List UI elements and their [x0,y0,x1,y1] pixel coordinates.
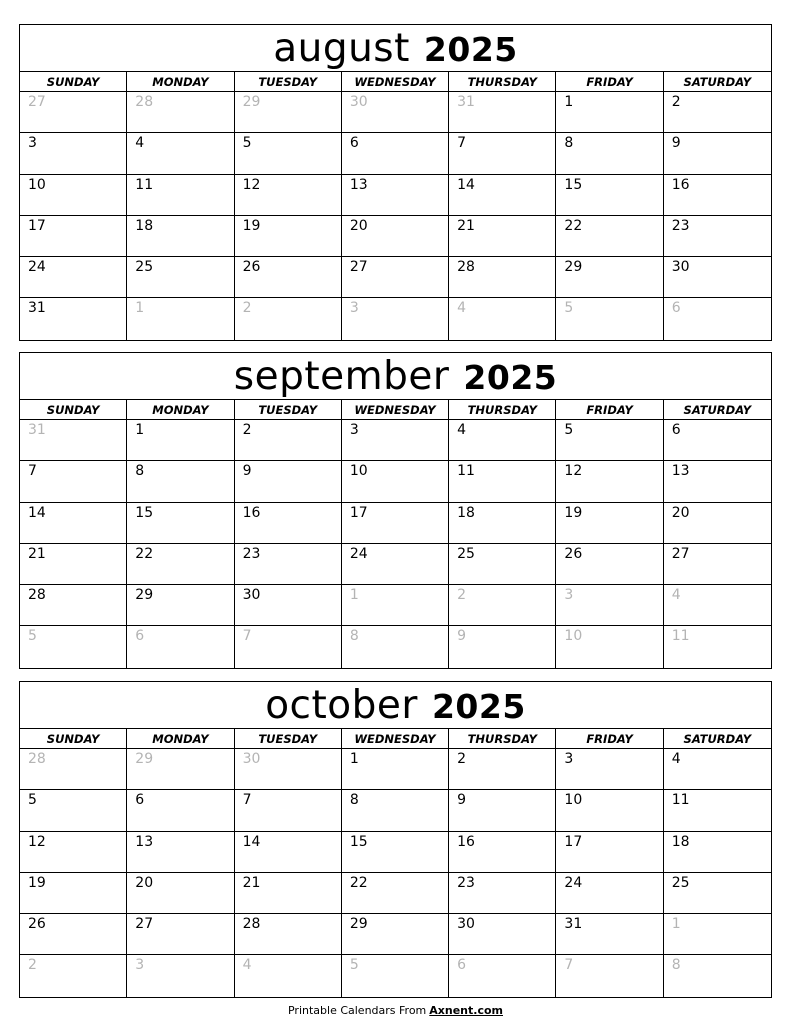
day-number: 30 [457,916,475,933]
day-cell [664,832,771,873]
day-cell [20,832,127,873]
day-number: 3 [135,957,145,974]
calendar-august [19,24,772,341]
day-number: 23 [242,545,261,562]
day-cell [664,133,771,174]
day-number: 29 [135,587,154,604]
day-number: 29 [242,94,261,110]
calendar-september [19,352,772,669]
weekday-wednesday: WEDNESDAY [342,400,449,419]
weekday-friday: FRIDAY [556,729,663,748]
day-cell [127,420,234,461]
day-number: 24 [349,545,368,562]
day-cell [664,790,771,831]
month-title [265,682,526,728]
weekday-thursday: THURSDAY [449,729,556,748]
day-cell [20,544,127,585]
day-cell [127,216,234,257]
weekday-monday: MONDAY [127,729,234,748]
day-number: 11 [671,792,690,809]
day-cell [449,257,556,298]
day-number: 16 [457,833,475,850]
day-cell [664,503,771,544]
day-number: 10 [28,176,46,193]
day-number: 11 [135,176,154,193]
weekday-tuesday: TUESDAY [235,72,342,91]
day-cell [20,257,127,298]
day-cell [664,873,771,914]
day-number: 3 [564,587,574,604]
day-number: 24 [28,259,46,276]
weekday-tuesday: TUESDAY [235,729,342,748]
day-number: 7 [457,135,467,152]
day-number: 22 [135,545,154,562]
day-cell [449,749,556,790]
day-cell [20,461,127,502]
day-cell [127,790,234,831]
day-number: 31 [28,422,46,438]
month-year: 2025 [431,686,526,726]
day-cell [342,749,449,790]
day-number: 9 [457,792,467,809]
day-cell [342,257,449,298]
weekday-sunday: SUNDAY [20,72,127,91]
day-number: 13 [135,833,154,850]
weekday-monday: MONDAY [127,72,234,91]
weekday-wednesday: WEDNESDAY [342,729,449,748]
day-cell-adjacent-month [235,92,342,133]
day-cell-adjacent-month [127,626,234,667]
day-cell [664,216,771,257]
day-number: 17 [564,833,583,850]
day-number: 2 [28,957,37,974]
day-number: 3 [349,422,359,438]
day-number: 23 [457,874,475,891]
day-number: 6 [349,135,359,152]
day-cell [449,544,556,585]
day-number: 1 [135,422,145,438]
day-cell [664,420,771,461]
day-number: 14 [457,176,475,193]
day-cell [127,503,234,544]
day-cell [342,790,449,831]
weekday-header-row [20,729,771,749]
day-cell-adjacent-month [664,955,771,996]
day-number: 21 [28,545,46,562]
day-number: 4 [242,957,252,974]
day-number: 9 [242,463,252,480]
day-cell [235,461,342,502]
day-number: 20 [349,217,368,234]
day-cell-adjacent-month [235,298,342,339]
day-number: 26 [564,545,583,562]
day-number: 4 [457,422,467,438]
day-cell [449,790,556,831]
day-cell-adjacent-month [664,298,771,339]
day-number: 30 [671,259,690,276]
day-cell [127,832,234,873]
month-name: september [233,353,450,399]
month-name: october [265,682,418,728]
month-year: 2025 [463,357,558,397]
day-cell [556,133,663,174]
day-cell [20,585,127,626]
day-cell [449,461,556,502]
day-number: 15 [349,833,368,850]
day-number: 9 [457,628,467,645]
day-number: 13 [671,463,690,480]
weekday-saturday: SATURDAY [683,402,752,417]
day-cell-adjacent-month [127,298,234,339]
day-number: 13 [349,176,368,193]
day-cell-adjacent-month [235,955,342,996]
day-cell [342,133,449,174]
day-number: 3 [349,300,359,317]
day-number: 20 [671,504,690,521]
day-cell [342,873,449,914]
day-number: 22 [349,874,368,891]
day-cell-adjacent-month [342,955,449,996]
day-number: 1 [349,587,359,604]
day-number: 8 [135,463,145,480]
day-number: 2 [242,422,252,438]
day-cell [20,175,127,216]
day-number: 27 [28,94,46,110]
day-cell [342,175,449,216]
day-cell [556,832,663,873]
weekday-monday: MONDAY [127,400,234,419]
day-cell [235,257,342,298]
weekday-saturday: SATURDAY [683,74,752,89]
day-cell [235,175,342,216]
day-number: 10 [349,463,368,480]
day-cell [20,503,127,544]
day-number: 31 [564,916,583,933]
day-number: 4 [135,135,145,152]
day-cell [127,544,234,585]
day-cell-adjacent-month [556,626,663,667]
day-number: 5 [28,628,37,645]
month-name: august [273,25,410,71]
day-cell-adjacent-month [449,92,556,133]
day-cell [664,461,771,502]
day-cell [449,503,556,544]
day-number: 23 [671,217,690,234]
day-cell [235,420,342,461]
day-number: 27 [349,259,368,276]
day-number: 16 [671,176,690,193]
day-cell [127,461,234,502]
day-number: 25 [671,874,690,891]
day-cell-adjacent-month [342,92,449,133]
day-cell-adjacent-month [20,92,127,133]
day-cell [20,790,127,831]
day-number: 29 [135,751,154,767]
day-number: 18 [671,833,690,850]
day-number: 5 [28,792,37,809]
day-cell [556,503,663,544]
day-cell [449,832,556,873]
day-cell [556,914,663,955]
day-cell [664,257,771,298]
day-cell [342,461,449,502]
day-number: 2 [671,94,681,110]
day-number: 2 [242,300,252,317]
day-number: 17 [28,217,46,234]
day-cell [449,175,556,216]
day-cell-adjacent-month [235,626,342,667]
day-number: 2 [457,587,467,604]
day-cell [235,832,342,873]
day-cell-adjacent-month [449,626,556,667]
day-number: 11 [671,628,690,645]
day-cell [127,914,234,955]
day-cell-adjacent-month [20,955,127,996]
day-number: 6 [135,628,145,645]
day-number: 19 [242,217,261,234]
day-number: 1 [564,94,574,110]
day-number: 17 [349,504,368,521]
day-number: 7 [242,792,252,809]
day-cell [235,790,342,831]
weekday-saturday: SATURDAY [683,731,752,746]
day-cell [556,790,663,831]
day-number: 2 [457,751,467,767]
day-number: 7 [564,957,574,974]
day-cell-adjacent-month [127,749,234,790]
day-cell [20,133,127,174]
day-cell [664,92,771,133]
day-cell [20,298,127,339]
day-number: 22 [564,217,583,234]
day-cell [127,585,234,626]
day-cell [664,175,771,216]
day-number: 4 [457,300,467,317]
day-cell [449,420,556,461]
weekday-tuesday: TUESDAY [235,400,342,419]
day-number: 8 [349,628,359,645]
weekday-wednesday: WEDNESDAY [342,72,449,91]
day-number: 21 [457,217,475,234]
weekday-friday: FRIDAY [556,72,663,91]
day-cell [449,133,556,174]
month-title [233,353,558,399]
day-cell [20,873,127,914]
day-cell-adjacent-month [449,298,556,339]
day-number: 29 [349,916,368,933]
day-cell-adjacent-month [449,955,556,996]
day-cell [556,216,663,257]
day-number: 30 [242,751,261,767]
day-cell [556,544,663,585]
day-number: 16 [242,504,261,521]
day-number: 31 [28,300,46,317]
day-cell-adjacent-month [127,955,234,996]
day-cell-adjacent-month [20,626,127,667]
footer-text: Printable Calendars From [287,1004,427,1017]
day-number: 6 [457,957,467,974]
footer [0,1004,791,1017]
day-cell [235,914,342,955]
day-number: 6 [671,300,681,317]
day-cell-adjacent-month [664,585,771,626]
day-number: 9 [671,135,681,152]
day-cell [127,873,234,914]
month-year: 2025 [423,29,518,69]
day-number: 1 [349,751,359,767]
weekday-friday: FRIDAY [556,400,663,419]
day-number: 12 [242,176,261,193]
day-number: 28 [457,259,475,276]
day-cell [127,133,234,174]
day-number: 5 [242,135,252,152]
day-number: 27 [135,916,154,933]
day-number: 10 [564,628,583,645]
day-number: 18 [135,217,154,234]
day-cell [235,503,342,544]
day-number: 1 [135,300,145,317]
day-number: 11 [457,463,475,480]
day-cell [449,914,556,955]
day-cell [235,216,342,257]
day-cell [127,257,234,298]
day-number: 10 [564,792,583,809]
day-cell-adjacent-month [556,585,663,626]
day-number: 3 [564,751,574,767]
day-cell [235,873,342,914]
day-number: 28 [28,587,46,604]
day-cell [556,420,663,461]
day-cell-adjacent-month [556,955,663,996]
day-cell-adjacent-month [556,298,663,339]
day-cell [556,461,663,502]
day-cell-adjacent-month [342,298,449,339]
day-cell [556,873,663,914]
month-title [273,25,518,71]
day-cell [20,914,127,955]
day-cell [342,420,449,461]
day-number: 6 [135,792,145,809]
day-number: 4 [671,587,681,604]
day-number: 30 [349,94,368,110]
day-number: 18 [457,504,475,521]
day-number: 5 [349,957,359,974]
month-header [20,682,771,729]
day-number: 21 [242,874,261,891]
weekday-header-row [20,400,771,420]
day-cell [342,503,449,544]
day-grid [20,92,771,340]
day-grid [20,749,771,997]
day-cell-adjacent-month [235,749,342,790]
day-number: 19 [564,504,583,521]
weekday-header-row [20,72,771,92]
weekday-thursday: THURSDAY [449,400,556,419]
day-number: 5 [564,300,574,317]
day-number: 8 [349,792,359,809]
day-number: 6 [671,422,681,438]
day-cell [556,749,663,790]
day-cell [556,175,663,216]
month-header [20,25,771,72]
day-number: 7 [242,628,252,645]
day-cell-adjacent-month [664,914,771,955]
weekday-sunday: SUNDAY [20,400,127,419]
day-cell [664,749,771,790]
day-number: 28 [135,94,154,110]
day-number: 12 [564,463,583,480]
day-number: 14 [242,833,261,850]
day-cell [556,257,663,298]
day-cell-adjacent-month [20,420,127,461]
day-number: 31 [457,94,475,110]
day-number: 26 [28,916,46,933]
day-number: 19 [28,874,46,891]
day-number: 8 [564,135,574,152]
day-cell [235,585,342,626]
day-number: 26 [242,259,261,276]
day-number: 20 [135,874,154,891]
day-cell [342,832,449,873]
day-cell [449,873,556,914]
day-number: 28 [28,751,46,767]
day-number: 5 [564,422,574,438]
day-number: 25 [135,259,154,276]
day-number: 15 [135,504,154,521]
day-number: 12 [28,833,46,850]
day-cell-adjacent-month [342,585,449,626]
day-number: 7 [28,463,37,480]
day-cell-adjacent-month [664,626,771,667]
day-cell [342,216,449,257]
day-number: 14 [28,504,46,521]
day-cell [127,175,234,216]
day-cell [342,544,449,585]
day-cell [342,914,449,955]
day-number: 8 [671,957,681,974]
day-cell [235,133,342,174]
weekday-thursday: THURSDAY [449,72,556,91]
day-number: 27 [671,545,690,562]
month-header [20,353,771,400]
day-number: 28 [242,916,261,933]
day-number: 25 [457,545,475,562]
day-number: 4 [671,751,681,767]
day-cell [235,544,342,585]
day-number: 15 [564,176,583,193]
day-grid [20,420,771,668]
day-number: 29 [564,259,583,276]
day-cell-adjacent-month [20,749,127,790]
weekday-sunday: SUNDAY [20,729,127,748]
day-number: 3 [28,135,37,152]
day-cell [20,216,127,257]
day-number: 1 [671,916,681,933]
footer-link[interactable]: Axnent.com [429,1004,503,1017]
day-cell [664,544,771,585]
day-cell-adjacent-month [342,626,449,667]
day-cell-adjacent-month [449,585,556,626]
day-number: 30 [242,587,261,604]
day-cell-adjacent-month [127,92,234,133]
day-number: 24 [564,874,583,891]
day-cell [449,216,556,257]
day-cell [556,92,663,133]
calendar-october [19,681,772,998]
